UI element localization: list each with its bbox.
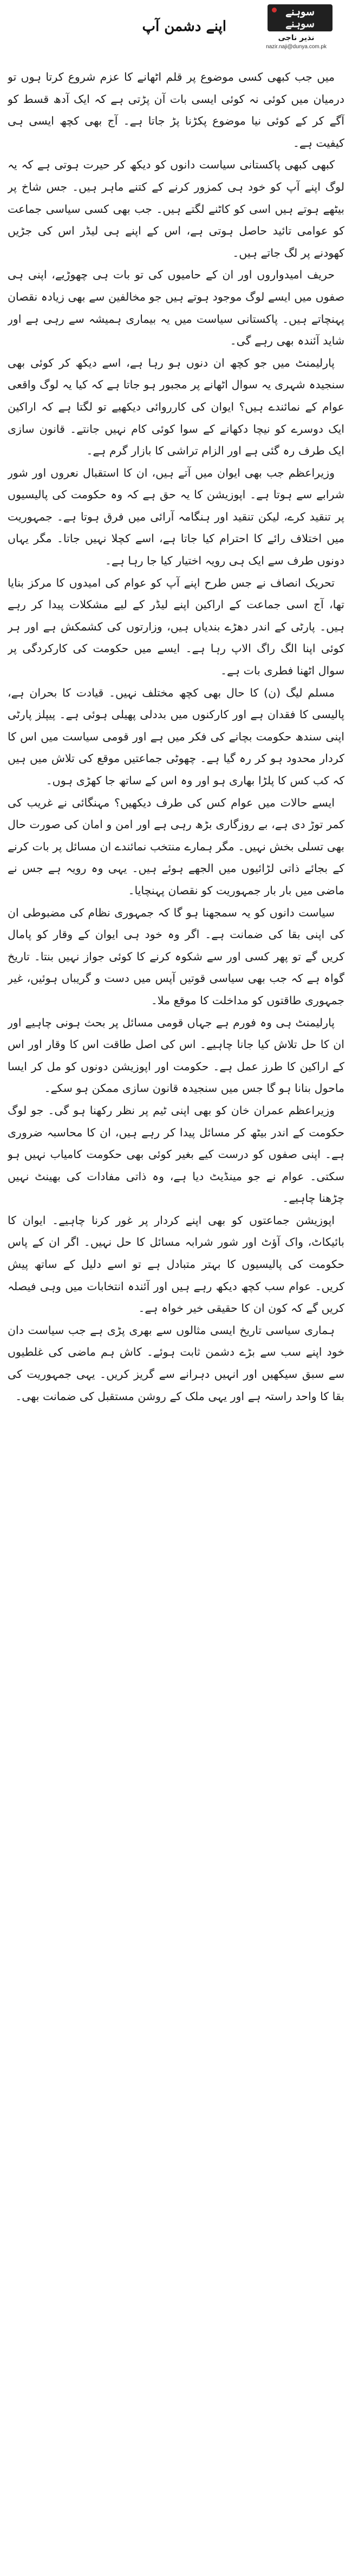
article-body [8, 66, 344, 2568]
logo-dot-icon [272, 8, 277, 12]
author-name: نذیر ناجی [278, 34, 315, 42]
article-paragraph: پارلیمنٹ میں جو کچھ ان دنوں ہو رہا ہے، اسے دیکھ کر کوئی بھی سنجیدہ شہری یہ سوال اٹھانے پر مجبور ہو جاتا ہے کہ کیا یہ لوگ واقعی عوام کے نمائندے ہیں؟ ایوان کی کارروائی دیکھیے تو لگتا ہے کہ اراکین ایک دوسرے کو نیچا دکھانے کے سوا کوئی کام نہیں جانتے۔ قانون سازی ایک طرف رہ گئی ہے اور الزام تراشی کا بازار گرم ہے۔ [8, 356, 344, 458]
article-paragraph: ہماری سیاسی تاریخ ایسی مثالوں سے بھری پڑی ہے جب سیاست دان خود اپنے سب سے بڑے دشمن ثابت ہوئے۔ کاش ہم ماضی کی غلطیوں سے سبق سیکھیں اور انہیں دہرانے سے گریز کریں۔ یہی جمہوریت کی بقا کا واحد راستہ ہے اور یہی ملک کے روشن مستقبل کی ضمانت بھی۔ [8, 1323, 344, 1403]
article-paragraph: ایسے حالات میں عوام کس کی طرف دیکھیں؟ مہنگائی نے غریب کی کمر توڑ دی ہے، بے روزگاری بڑھ رہی ہے اور امن و امان کی صورت حال بھی تسلی بخش نہیں۔ مگر ہمارے منتخب نمائندے ان مسائل پر بات کرنے کے بجائے ذاتی لڑائیوں میں الجھے ہوئے ہیں۔ یہی وہ رویہ ہے جس نے ماضی میں بار بار جمہوریت کو نقصان پہنچایا۔ [8, 796, 344, 897]
newspaper-logo [268, 4, 333, 31]
article-paragraph: حریف امیدواروں اور ان کے حامیوں کی تو بات ہی چھوڑیے، اپنی ہی صفوں میں ایسے لوگ موجود ہوتے ہیں جو مخالفین سے بھی زیادہ نقصان پہنچاتے ہیں۔ پاکستانی سیاست میں یہ بیماری ہمیشہ سے رہی ہے اور شاید آئندہ بھی رہے گی۔ [8, 268, 344, 348]
article-paragraph: اپوزیشن جماعتوں کو بھی اپنے کردار پر غور کرنا چاہیے۔ ایوان کا بائیکاٹ، واک آؤٹ اور شور شرابہ مسائل کا حل نہیں۔ اگر ان کے پاس حکومت کی پالیسیوں کا بہتر متبادل ہے تو اسے دلیل کے ساتھ پیش کریں۔ عوام سب کچھ دیکھ رہے ہیں اور آئندہ انتخابات میں وہی فیصلہ کریں گے کہ کون ان کا حقیقی خیر خواہ ہے۔ [8, 1213, 344, 1315]
author-email[interactable]: nazir.naji@dunya.com.pk [266, 44, 327, 50]
article-paragraph: کبھی کبھی پاکستانی سیاست دانوں کو دیکھ کر حیرت ہوتی ہے کہ یہ لوگ اپنے آپ کو خود ہی کمزور کرنے کے کتنے ماہر ہیں۔ جس شاخ پر بیٹھے ہوتے ہیں اسی کو کاٹنے لگتے ہیں۔ جب بھی کسی سیاسی جماعت کو عوامی تائید حاصل ہوتی ہے، اس کے اپنے ہی لیڈر اس کی جڑیں کھودنے پر لگ جاتے ہیں۔ [8, 158, 344, 259]
article-paragraph: میں جب کبھی کسی موضوع پر قلم اٹھانے کا عزم شروع کرتا ہوں تو درمیان میں کوئی نہ کوئی ایسی بات آن پڑتی ہے کہ ایک آدھ قسط کو آگے کر کے کوئی نیا موضوع پکڑنا پڑ جاتا ہے۔ آج بھی کچھ ایسی ہی کیفیت ہے۔ [8, 70, 344, 149]
article-paragraph: وزیراعظم جب بھی ایوان میں آتے ہیں، ان کا استقبال نعروں اور شور شرابے سے ہوتا ہے۔ اپوزیشن کا یہ حق ہے کہ وہ حکومت کی پالیسیوں پر تنقید کرے، لیکن تنقید اور ہنگامہ آرائی میں فرق ہوتا ہے۔ جمہوریت میں اختلاف رائے کا احترام کیا جاتا ہے، اسے کچلا نہیں جاتا۔ مگر یہاں دونوں طرف سے ایک ہی رویہ اختیار کیا جا رہا ہے۔ [8, 466, 344, 568]
article-paragraph: پارلیمنٹ ہی وہ فورم ہے جہاں قومی مسائل پر بحث ہونی چاہیے اور ان کا حل تلاش کیا جانا چاہیے۔ اس کی اصل طاقت اس کا وقار اور اس کے اراکین کا طرز عمل ہے۔ حکومت اور اپوزیشن دونوں کو مل کر ایسا ماحول بنانا ہو گا جس میں سنجیدہ قانون سازی ممکن ہو سکے۔ [8, 1016, 344, 1095]
logo-line-1: سوہنے [285, 6, 315, 18]
logo-line-2: سوہنے [285, 18, 315, 30]
column-header [0, 0, 352, 70]
author-block [256, 34, 337, 50]
article-paragraph: مسلم لیگ (ن) کا حال بھی کچھ مختلف نہیں۔ قیادت کا بحران ہے، پالیسی کا فقدان ہے اور کارکنوں میں بددلی پھیلی ہوئی ہے۔ پیپلز پارٹی اپنی سندھ حکومت بچانے کی فکر میں ہے اور قومی سیاست میں اس کا کردار محدود ہو کر رہ گیا ہے۔ چھوٹی جماعتیں موقع کی تلاش میں ہیں کہ کب کس کا پلڑا بھاری ہو اور وہ اس کے ساتھ جا کھڑی ہوں۔ [8, 686, 344, 787]
article-paragraph: وزیراعظم عمران خان کو بھی اپنی ٹیم پر نظر رکھنا ہو گی۔ جو لوگ حکومت کے اندر بیٹھ کر مسائل پیدا کر رہے ہیں، ان کا محاسبہ ضروری ہے۔ اپنی صفوں کو درست کیے بغیر کوئی بھی حکومت کامیاب نہیں ہو سکتی۔ عوام نے جو مینڈیٹ دیا ہے، وہ ذاتی مفادات کی بھینٹ نہیں چڑھنا چاہیے۔ [8, 1103, 344, 1205]
column-title: اپنے دشمن آپ [142, 18, 226, 35]
article-paragraph: تحریک انصاف نے جس طرح اپنے آپ کو عوام کی امیدوں کا مرکز بنایا تھا، آج اسی جماعت کے اراکین اپنے لیڈر کے لیے مشکلات پیدا کر رہے ہیں۔ پارٹی کے اندر دھڑے بندیاں ہیں، وزارتوں کی کشمکش ہے اور ہر کوئی اپنا الگ راگ الاپ رہا ہے۔ ایسے میں حکومت کی کارکردگی پر سوال اٹھنا فطری بات ہے۔ [8, 576, 344, 678]
article-paragraph: سیاست دانوں کو یہ سمجھنا ہو گا کہ جمہوری نظام کی مضبوطی ان کی اپنی بقا کی ضمانت ہے۔ اگر وہ خود ہی ایوان کے وقار کو پامال کریں گے تو پھر کسی اور سے شکوہ کرنے کا کوئی جواز نہیں بنتا۔ تاریخ گواہ ہے کہ جب بھی سیاسی قوتیں آپس میں دست و گریباں ہوئیں، غیر جمہوری طاقتوں کو مداخلت کا موقع ملا۔ [8, 906, 344, 1007]
